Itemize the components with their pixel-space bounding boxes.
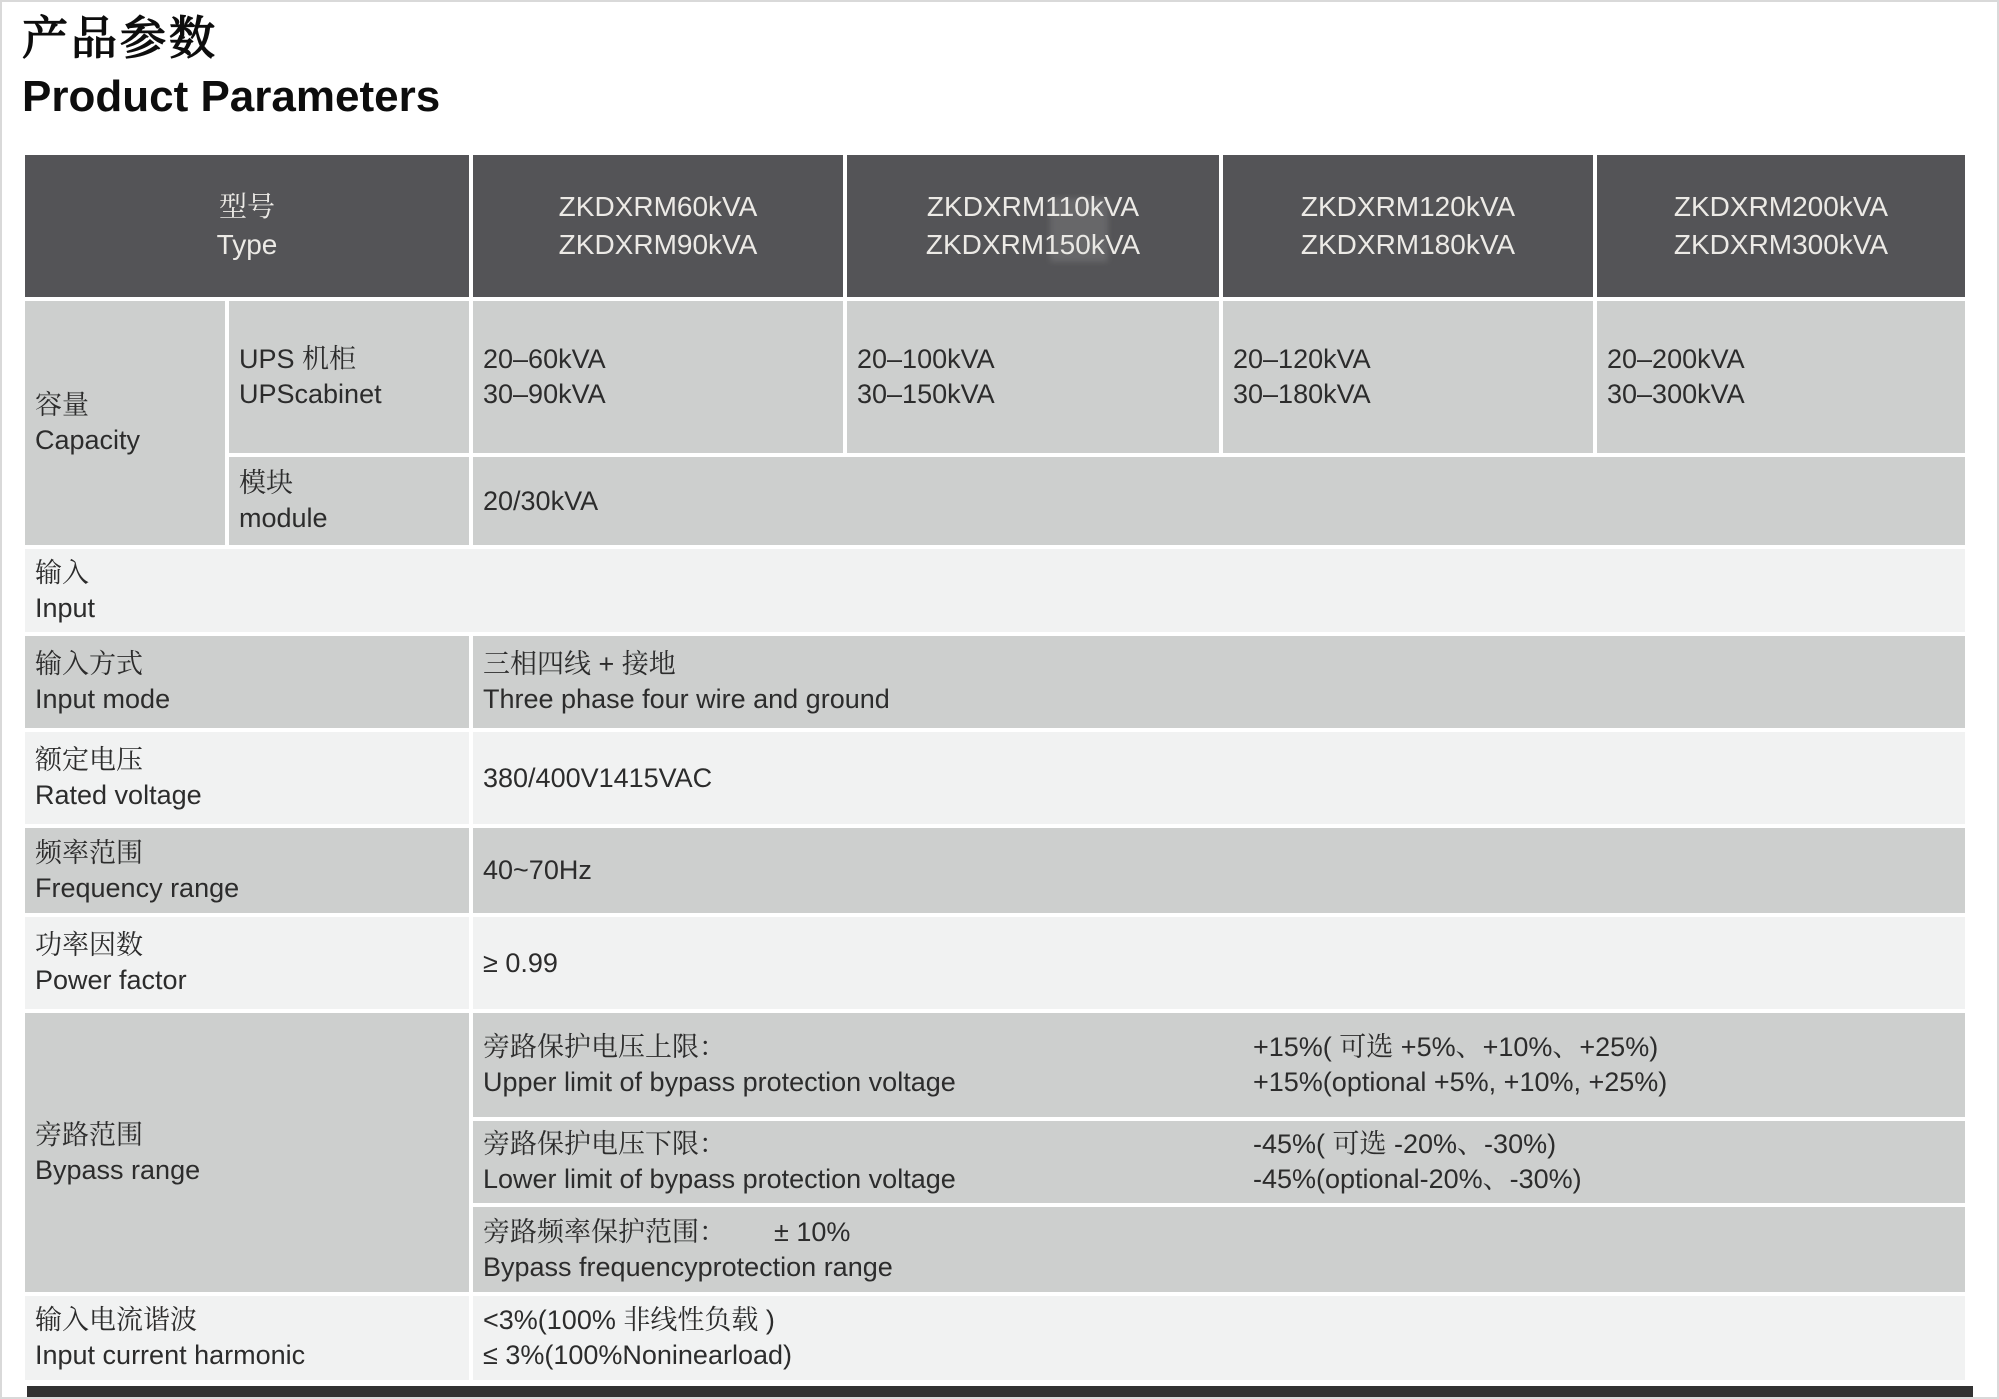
section-label-cn: 输入 — [35, 557, 89, 588]
row-value: 40~70Hz — [483, 855, 592, 885]
rated-voltage-value — [473, 732, 1965, 824]
row-label-en: Input mode — [35, 684, 171, 714]
row-value-en: Three phase four wire and ground — [483, 684, 890, 714]
capacity-range: 20–60kVA — [483, 344, 606, 374]
row-label-cn: 输入电流谐波 — [35, 1305, 197, 1335]
cabinet-label-cn: UPS 机柜 — [239, 344, 357, 374]
title-chinese: 产品参数 — [22, 12, 218, 64]
power-factor-value — [473, 917, 1965, 1009]
capacity-range: 30–150kVA — [857, 379, 995, 409]
row-label-en: Frequency range — [35, 872, 240, 903]
section-header-input — [25, 549, 1965, 632]
row-value: 380/400V1415VAC — [483, 762, 713, 793]
bypass-lower-value-cn: -45%( 可选 -20%、-30%) — [1253, 1129, 1557, 1159]
capacity-range: 30–90kVA — [483, 379, 606, 409]
row-label-en: Rated voltage — [35, 780, 202, 810]
bypass-lower-value — [1253, 1127, 1582, 1197]
bypass-lower-label-en: Lower limit of bypass protection voltage — [483, 1164, 956, 1194]
model-name: ZKDXRM60kVA — [558, 191, 758, 222]
bypass-range-label — [25, 1013, 469, 1292]
capacity-range: 20–100kVA — [857, 344, 995, 374]
module-value — [473, 457, 1965, 545]
bypass-lower-cell — [473, 1121, 1965, 1203]
header-cell-model-2 — [847, 155, 1219, 297]
bypass-frequency-label-en: Bypass frequencyprotection range — [483, 1251, 893, 1282]
capacity-range: 30–300kVA — [1607, 379, 1745, 409]
row-label-cn: 输入方式 — [35, 649, 143, 679]
type-label-en: Type — [216, 229, 278, 260]
capacity-range: 20–200kVA — [1607, 344, 1745, 374]
harmonic-label — [25, 1296, 469, 1380]
model-name: ZKDXRM180kVA — [1300, 229, 1516, 260]
row-label-cn: 额定电压 — [35, 745, 143, 775]
cabinet-value-1 — [473, 301, 843, 453]
row-label-cn: 频率范围 — [35, 837, 143, 868]
cabinet-value-4 — [1597, 301, 1965, 453]
bypass-upper-label-cn: 旁路保护电压上限： — [483, 1032, 726, 1062]
bypass-frequency-value: ± 10% — [774, 1216, 851, 1247]
model-name: ZKDXRM200kVA — [1673, 191, 1889, 222]
frequency-range-label — [25, 828, 469, 913]
bypass-lower-label-cn: 旁路保护电压下限： — [483, 1129, 726, 1159]
model-name: ZKDXRM300kVA — [1673, 229, 1889, 260]
section-label-en: Input — [35, 592, 96, 623]
row-value: ≥ 0.99 — [483, 947, 558, 978]
row-label-cn: 功率因数 — [35, 930, 143, 960]
model-name: ZKDXRM90kVA — [558, 229, 758, 260]
bypass-upper-cell — [473, 1013, 1965, 1117]
cabinet-value-2 — [847, 301, 1219, 453]
bypass-upper-value-en: +15%(optional +5%, +10%, +25%) — [1253, 1067, 1668, 1097]
capacity-label-en: Capacity — [35, 425, 141, 455]
title-english: Product Parameters — [22, 72, 441, 121]
input-mode-label — [25, 636, 469, 728]
input-mode-value — [473, 636, 1965, 728]
header-cell-model-1 — [473, 155, 843, 297]
row-label-en: Power factor — [35, 965, 187, 995]
module-label-en: module — [239, 503, 328, 533]
rated-voltage-label — [25, 732, 469, 824]
parameters-table — [25, 155, 1965, 1380]
bypass-frequency-cell — [473, 1207, 1965, 1292]
row-value-en: ≤ 3%(100%Noninearload) — [483, 1340, 792, 1370]
module-capacity: 20/30kVA — [483, 485, 599, 516]
row-label-cn: 旁路范围 — [35, 1119, 143, 1150]
module-label-cn: 模块 — [239, 468, 293, 498]
bypass-upper-value — [1253, 1030, 1667, 1100]
module-sublabel — [229, 457, 469, 545]
model-name: ZKDXRM120kVA — [1300, 191, 1516, 222]
page-bottom-rule — [27, 1386, 1973, 1399]
row-label-en: Input current harmonic — [35, 1340, 306, 1370]
row-value-cn: 三相四线 + 接地 — [483, 649, 676, 679]
cabinet-value-3 — [1223, 301, 1593, 453]
row-value-cn: <3%(100% 非线性负载 ) — [483, 1305, 775, 1335]
cabinet-label-en: UPScabinet — [239, 379, 382, 409]
bypass-upper-value-cn: +15%( 可选 +5%、+10%、+25%) — [1253, 1032, 1659, 1062]
header-cell-type — [25, 155, 469, 297]
bypass-upper-label-en: Upper limit of bypass protection voltage — [483, 1067, 956, 1097]
harmonic-value — [473, 1296, 1965, 1380]
model-name: ZKDXRM150kVA — [925, 229, 1141, 260]
header-cell-model-4 — [1597, 155, 1965, 297]
bypass-lower-value-en: -45%(optional-20%、-30%) — [1253, 1164, 1582, 1194]
capacity-row-label — [25, 301, 225, 545]
model-name: ZKDXRM110kVA — [926, 191, 1140, 222]
capacity-label-cn: 容量 — [35, 390, 89, 420]
header-cell-model-3 — [1223, 155, 1593, 297]
bypass-frequency-label-cn: 旁路频率保护范围： — [483, 1216, 726, 1247]
cabinet-sublabel — [229, 301, 469, 453]
frequency-range-value — [473, 828, 1965, 913]
power-factor-label — [25, 917, 469, 1009]
type-label-cn: 型号 — [218, 191, 275, 222]
row-label-en: Bypass range — [35, 1154, 201, 1185]
capacity-range: 20–120kVA — [1233, 344, 1371, 374]
bypass-frequency-line1 — [483, 1215, 1955, 1250]
page-title — [22, 8, 440, 126]
capacity-range: 30–180kVA — [1233, 379, 1371, 409]
